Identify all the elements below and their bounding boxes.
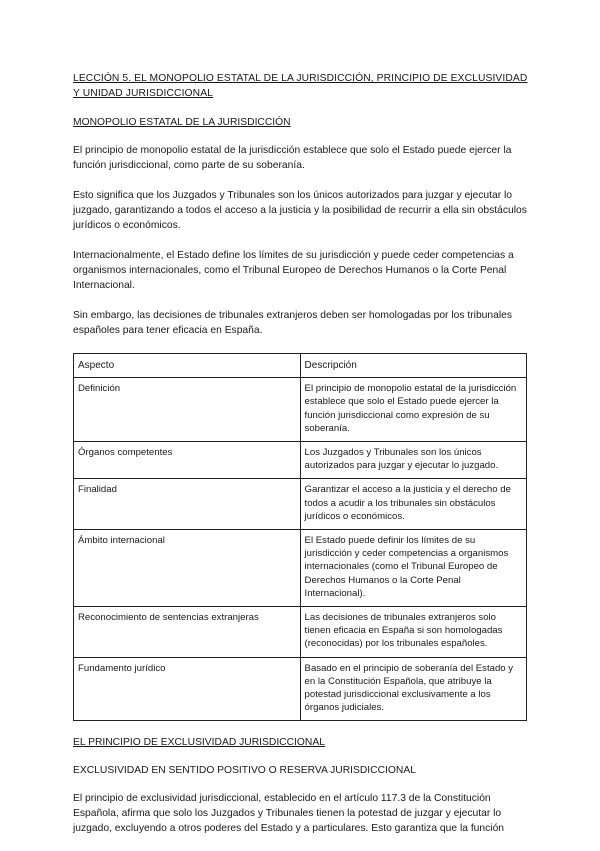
paragraph: Sin embargo, las decisiones de tribunales extranjeros deben ser homologadas por los tribunales españoles para tener eficacia en España. [73,310,513,336]
table-header-descripcion: Descripción [300,354,526,378]
summary-table [73,353,527,721]
subheading-reserva-jurisdiccional: EXCLUSIVIDAD EN SENTIDO POSITIVO O RESERVA JURISDICCIONAL [73,765,416,777]
table-cell-aspecto: Reconocimiento de sentencias extranjeras [74,607,301,658]
section-heading-monopolio: MONOPOLIO ESTATAL DE LA JURISDICCIÓN [73,117,291,128]
document-content [73,71,529,851]
section-heading-exclusividad: EL PRINCIPIO DE EXCLUSIVIDAD JURISDICCIONAL [73,737,325,749]
table-cell-aspecto: Fundamento jurídico [74,657,301,721]
paragraph: Esto significa que los Juzgados y Tribunales son los únicos autorizados para juzgar y ejecutar lo juzgado, garantizando a todos el acceso a la justicia y la posibilidad de recurrir a ella sin obstáculos jurídicos o económicos. [73,190,527,231]
table-cell-descripcion: Garantizar el acceso a la justicia y el derecho de todos a acudir a los tribunales sin obstáculos jurídicos o económicos. [300,479,526,530]
table-row [74,607,527,658]
paragraph: El principio de exclusividad jurisdiccional, establecido en el artículo 117.3 de la Constitución Española, afirma que solo los Juzgados y Tribunales tienen la potestad de juzgar y ejecutar lo juzgado, excluyendo a otros poderes del Estado y a particulares. Esto garantiza que la función [73,793,505,835]
table-row [74,657,527,721]
table-cell-descripcion: El principio de monopolio estatal de la jurisdicción establece que solo el Estado puede ejercer la función jurisdiccional como expresión de su soberanía. [300,378,526,442]
paragraph: El principio de monopolio estatal de la jurisdicción establece que solo el Estado puede ejercer la función jurisdiccional, como parte de su soberanía. [73,145,512,171]
table-row [74,530,527,607]
table-cell-descripcion: El Estado puede definir los límites de su jurisdicción y ceder competencias a organismos internacionales (como el Tribunal Europeo de Derechos Humanos o la Corte Penal Internacional). [300,530,526,607]
table-cell-descripcion: Basado en el principio de soberanía del Estado y en la Constitución Española, que atribuye la potestad jurisdiccional exclusivamente a los órganos judiciales. [300,657,526,721]
table-header-aspecto: Aspecto [74,354,301,378]
table-row [74,378,527,442]
table-cell-aspecto: Órganos competentes [74,442,301,479]
table-cell-aspecto: Finalidad [74,479,301,530]
table-cell-descripcion: Las decisiones de tribunales extranjeros solo tienen eficacia en España si son homologadas (reconocidas) por los tribunales españoles. [300,607,526,658]
table-cell-descripcion: Los Juzgados y Tribunales son los únicos autorizados para juzgar y ejecutar lo juzgado. [300,442,526,479]
table-row [74,479,527,530]
table-header-row [74,354,527,378]
table-cell-aspecto: Definición [74,378,301,442]
lesson-title: LECCIÓN 5. EL MONOPOLIO ESTATAL DE LA JURISDICCIÓN, PRINCIPIO DE EXCLUSIVIDAD Y UNIDAD JURISDICCIONAL [73,73,528,99]
paragraph: Internacionalmente, el Estado define los límites de su jurisdicción y puede ceder competencias a organismos internacionales, como el Tribunal Europeo de Derechos Humanos o la Corte Penal Internacional. [73,250,514,291]
table-row [74,442,527,479]
table-cell-aspecto: Ámbito internacional [74,530,301,607]
